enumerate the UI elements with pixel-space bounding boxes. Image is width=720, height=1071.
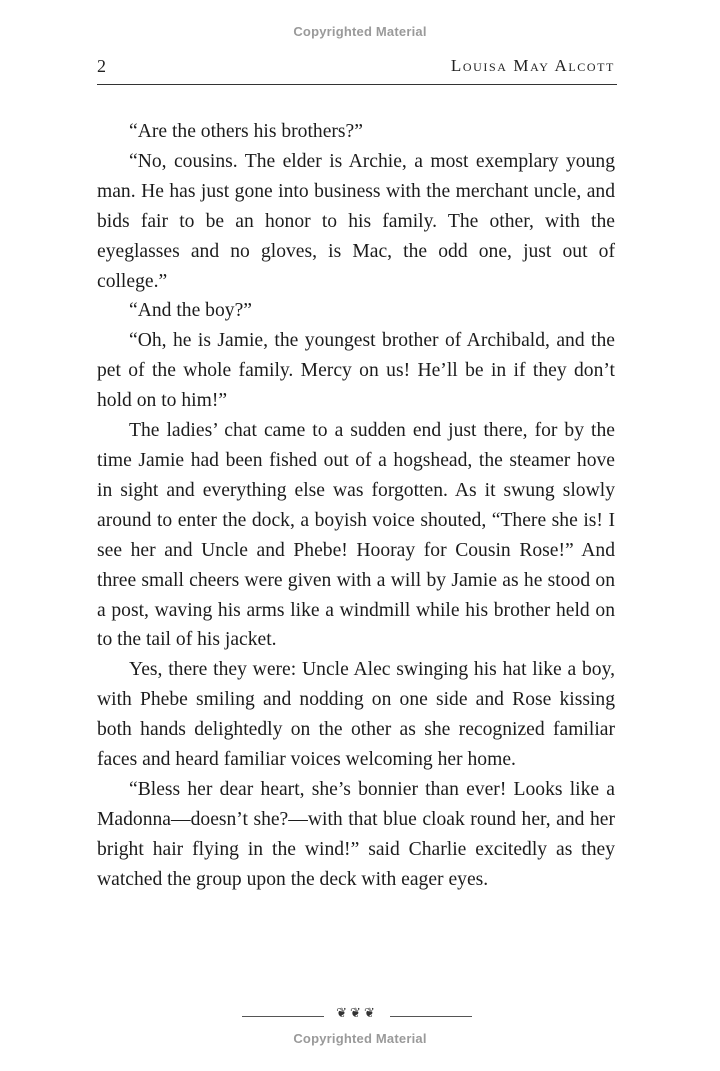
fleuron-divider-icon: ❦❦❦ [336, 1006, 378, 1021]
page-header [97, 54, 617, 85]
running-head: Louisa May Alcott [450, 56, 615, 75]
body-text [97, 117, 615, 895]
paragraph: “And the boy?” [129, 300, 252, 322]
watermark-bottom: Copyrighted Material [293, 1031, 427, 1046]
paragraph: Yes, there they were: Uncle Alec swinging his hat like a boy, with Phebe smiling and nodding on one side and Rose kissing both hands delightedly on the other as she recognized familiar faces and heard familiar voices welcoming her home. [97, 659, 615, 771]
section-divider [242, 1006, 472, 1026]
paragraph: The ladies’ chat came to a sudden end just there, for by the time Jamie had been fished out of a hogshead, the steamer hove in sight and everything else was forgotten. As it swung slowly around to enter the dock, a boyish voice shouted, “There she is! I see her and Uncle and Phebe! Hooray for Cousin Rose!” And three small cheers were given with a will by Jamie as he stood on a post, waving his arms like a windmill while his brother held on to the tail of his jacket. [97, 420, 615, 651]
paragraph: “Are the others his brothers?” [129, 121, 363, 142]
watermark-top: Copyrighted Material [293, 24, 427, 39]
paragraph: “Bless her dear heart, she’s bonnier than ever! Looks like a Madonna—doesn’t she?—with that blue cloak round her, and her bright hair flying in the wind!” said Charlie excitedly as they watched the group upon the deck with eager eyes. [97, 778, 615, 890]
paragraph: “Oh, he is Jamie, the youngest brother of Archibald, and the pet of the whole family. Mercy on us! He’ll be in if they don’t hold on to him!” [97, 330, 615, 412]
divider-rule-left [242, 1016, 324, 1017]
divider-rule-right [390, 1016, 472, 1017]
page-number: 2 [97, 56, 106, 76]
paragraph: “No, cousins. The elder is Archie, a most exemplary young man. He has just gone into business with the merchant uncle, and bids fair to be an honor to his family. The other, with the eyeglasses and no gloves, is Mac, the odd one, just out of college.” [97, 150, 615, 292]
